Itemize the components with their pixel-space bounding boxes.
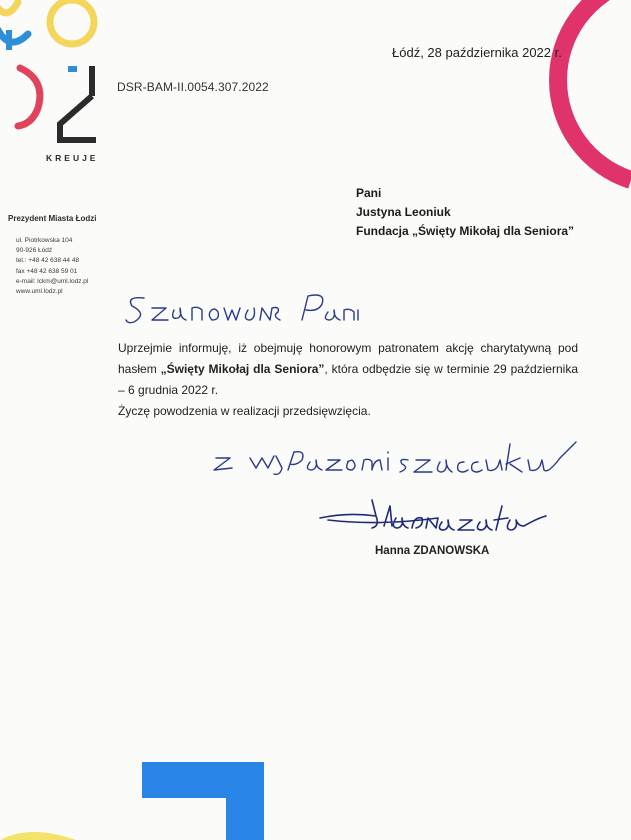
pink-arc-decoration (540, 0, 631, 190)
recipient-name: Justyna Leoniuk (356, 205, 451, 219)
city-logo (0, 0, 110, 170)
logo-blue-square (68, 66, 77, 72)
wishes-line: Życzę powodzenia w realizacji przedsięwzięcia. (118, 404, 371, 418)
yellow-corner-decoration (0, 824, 80, 840)
address-website: www.uml.lodz.pl (16, 288, 63, 296)
office-title: Prezydent Miasta Łodzi (8, 214, 97, 223)
recipient-title: Pani (356, 186, 382, 200)
reference-number: DSR-BAM-II.0054.307.2022 (117, 80, 269, 94)
handwritten-closing (210, 436, 580, 476)
logo-red-arc (18, 68, 40, 126)
logo-yellow-arc (0, 2, 18, 13)
address-postcode: 90-926 Łódź (16, 247, 53, 255)
address-email: e-mail: lckm@uml.lodz.pl (16, 277, 89, 285)
address-phone: tel.: +48 42 638 44 48 (16, 257, 80, 265)
recipient-organization: Fundacja „Święty Mikołaj dla Seniora” (356, 224, 575, 238)
body-paragraph: Uprzejmie informuję, iż obejmuję honorowym patronatem akcję charytatywną pod hasłem „Święty Mikołaj dla Seniora”, która odbędzie się w terminie 29 października – 6 grudnia 2022 r. (118, 341, 578, 397)
recipient-block (356, 184, 574, 241)
address-fax: fax +48 42 638 59 01 (16, 267, 78, 275)
office-address-block (8, 214, 118, 297)
handwritten-salutation (122, 290, 362, 330)
logo-dark-vertical (89, 66, 95, 96)
address-street: ul. Piotrkowska 104 (16, 237, 73, 244)
logo-dark-z (60, 96, 96, 140)
campaign-name: „Święty Mikołaj dla Seniora” (160, 362, 325, 376)
letter-date: Łódź, 28 października 2022 r. (392, 45, 562, 60)
address-lines (8, 236, 118, 297)
blue-corner-decoration (142, 762, 267, 840)
letter-body (118, 338, 578, 422)
handwritten-signature (318, 496, 548, 536)
signatory-name: Hanna ZDANOWSKA (375, 545, 490, 557)
brand-word: KREUJE (46, 153, 99, 163)
logo-yellow-ring (50, 0, 94, 44)
logo-blue-bar (6, 30, 12, 50)
logo-blue-arc (0, 30, 28, 42)
